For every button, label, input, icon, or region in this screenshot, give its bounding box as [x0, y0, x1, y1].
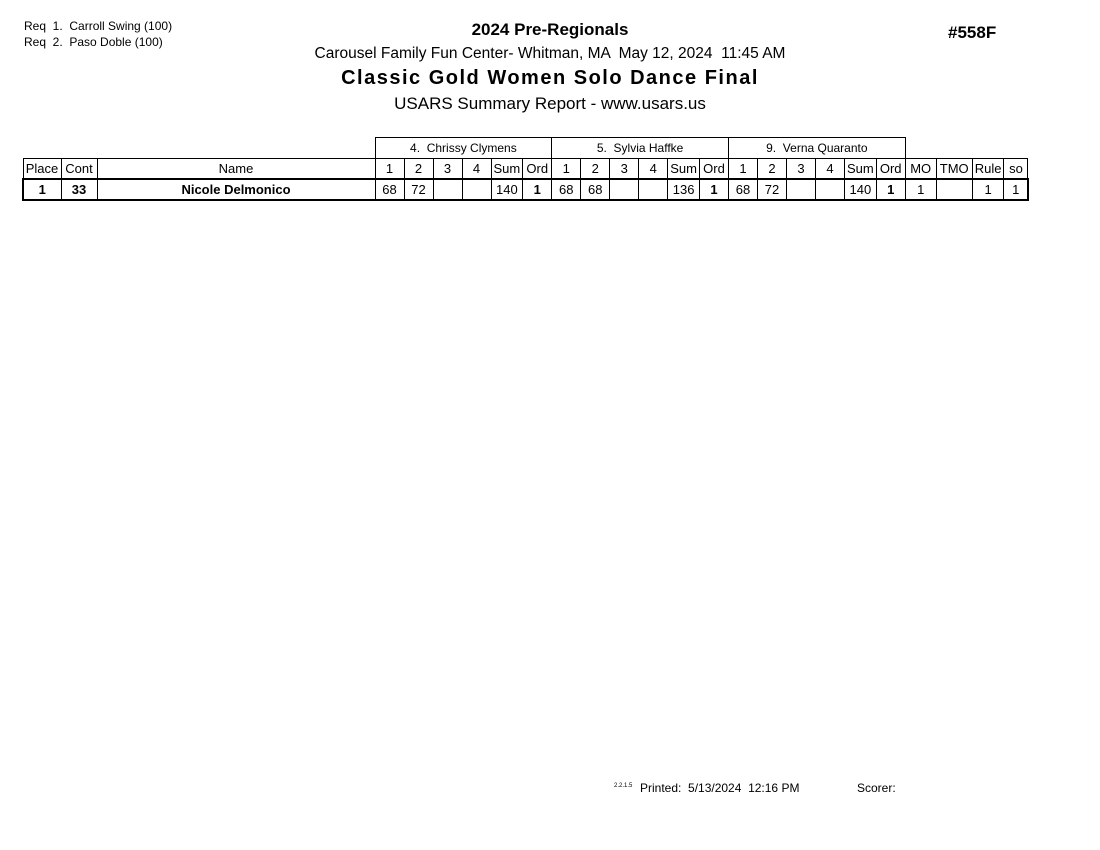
judge-1-subheader-sum: Sum — [491, 159, 523, 180]
judge-1-subheader-ord: Ord — [523, 159, 552, 180]
report-header — [0, 20, 1100, 114]
event-name: Classic Gold Women Solo Dance Final — [341, 67, 759, 89]
judge-3-score-3 — [786, 179, 815, 200]
judge-2-subheader: 4 — [639, 159, 668, 180]
judge-2-score-4 — [639, 179, 668, 200]
cell-tmo — [936, 179, 972, 200]
judge-3-subheader: 2 — [757, 159, 786, 180]
cell-skater-name: Nicole Delmonico — [97, 179, 375, 200]
judge-1-name: 4. Chrissy Clymens — [375, 138, 552, 159]
skater-result-row — [23, 179, 1028, 200]
cell-place: 1 — [23, 179, 61, 200]
judge-2-subheader: 2 — [581, 159, 610, 180]
judge-2-subheader-ord: Ord — [699, 159, 728, 180]
header-so: so — [1004, 159, 1028, 180]
event-number: #558F — [948, 23, 997, 42]
report-title: USARS Summary Report - www.usars.us — [394, 94, 706, 113]
cell-rule: 1 — [972, 179, 1004, 200]
judge-2-subheader: 1 — [552, 159, 581, 180]
judge-1-subheader: 2 — [404, 159, 433, 180]
venue-date-line: Carousel Family Fun Center- Whitman, MA May 12, 2024 11:45 AM — [314, 45, 786, 62]
required-dance-line: Req 1. Carroll Swing (100) — [24, 19, 173, 33]
header-place: Place — [23, 159, 61, 180]
judge-3-subheader: 3 — [786, 159, 815, 180]
judge-3-name: 9. Verna Quaranto — [728, 138, 905, 159]
judge-2-ord: 1 — [699, 179, 728, 200]
judge-3-score-4 — [815, 179, 844, 200]
judge-2-name: 5. Sylvia Haffke — [552, 138, 729, 159]
column-header-row — [23, 159, 1028, 180]
software-version: 2.2.1.5 — [614, 783, 633, 789]
judge-3-ord: 1 — [876, 179, 905, 200]
judge-3-subheader: 1 — [728, 159, 757, 180]
judge-1-score-2: 72 — [404, 179, 433, 200]
judge-2-subheader: 3 — [610, 159, 639, 180]
judge-2-score-3 — [610, 179, 639, 200]
scorer-label: Scorer: — [857, 781, 896, 795]
required-dance-line: Req 2. Paso Doble (100) — [24, 35, 163, 49]
judge-row-spacer — [905, 138, 1028, 159]
judge-1-subheader: 3 — [433, 159, 462, 180]
judge-3-sum: 140 — [844, 179, 876, 200]
judge-1-ord: 1 — [523, 179, 552, 200]
judge-2-score-1: 68 — [552, 179, 581, 200]
judge-1-subheader: 4 — [462, 159, 491, 180]
header-name: Name — [97, 159, 375, 180]
cell-mo: 1 — [905, 179, 936, 200]
judge-2-subheader-sum: Sum — [668, 159, 700, 180]
printed-timestamp: Printed: 5/13/2024 12:16 PM — [640, 781, 800, 795]
judge-3-score-1: 68 — [728, 179, 757, 200]
judge-row-spacer — [23, 138, 375, 159]
judge-1-score-3 — [433, 179, 462, 200]
cell-cont-number: 33 — [61, 179, 97, 200]
header-cont: Cont — [61, 159, 97, 180]
cell-so: 1 — [1004, 179, 1028, 200]
judge-3-subheader-ord: Ord — [876, 159, 905, 180]
judge-1-sum: 140 — [491, 179, 523, 200]
judge-1-score-1: 68 — [375, 179, 404, 200]
judge-3-subheader: 4 — [815, 159, 844, 180]
judge-3-score-2: 72 — [757, 179, 786, 200]
judge-1-score-4 — [462, 179, 491, 200]
judge-name-row — [23, 138, 1028, 159]
header-rule: Rule — [972, 159, 1004, 180]
judge-2-sum: 136 — [668, 179, 700, 200]
judge-3-subheader-sum: Sum — [844, 159, 876, 180]
results-table — [22, 137, 1029, 201]
event-title: 2024 Pre-Regionals — [471, 20, 629, 39]
header-tmo: TMO — [936, 159, 972, 180]
judge-1-subheader: 1 — [375, 159, 404, 180]
judge-2-score-2: 68 — [581, 179, 610, 200]
header-mo: MO — [905, 159, 936, 180]
